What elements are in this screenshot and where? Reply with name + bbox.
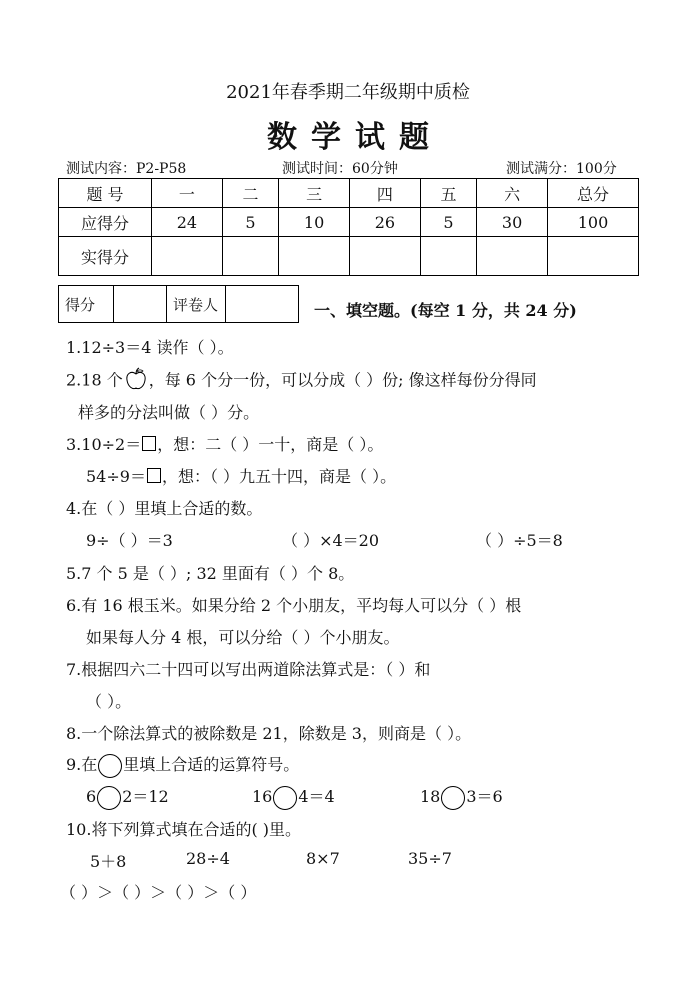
q10-expr-4: 35÷7 — [408, 849, 452, 868]
expected-score-cell: 100 — [548, 208, 639, 237]
question-7: 7.根据四六二十四可以写出两道除法算式是：（ ）和 — [66, 660, 431, 679]
question-8: 8.一个除法算式的被除数是 21，除数是 3，则商是（ ）。 — [66, 724, 472, 743]
full-score: 测试满分：100分 — [506, 161, 617, 177]
actual-score-cell[interactable] — [279, 237, 350, 276]
question-6-cont: 如果每人分 4 根，可以分给（ ）个小朋友。 — [86, 628, 400, 647]
question-3-part2 — [86, 464, 396, 487]
question-2-text-a: 2.18 个 — [66, 370, 123, 390]
question-3-text-a: 3.10÷2＝ — [66, 435, 142, 454]
q10-expr-3: 8×7 — [306, 849, 340, 868]
question-2 — [66, 367, 537, 395]
score-header-cell: 题 号 — [59, 179, 152, 208]
exam-title: 数学试题 — [267, 120, 443, 155]
question-2-text-b: ，每 6 个分一份，可以分成（ ）份; 像这样每份分得同 — [148, 370, 537, 390]
q9-item-2-left: 16 — [252, 787, 273, 806]
exam-subtitle: 2021年春季期二年级期中质检 — [226, 82, 470, 103]
question-9 — [66, 752, 299, 778]
q9-item-2-right: 4＝4 — [298, 787, 335, 806]
question-2-cont: 样多的分法叫做（ ）分。 — [78, 403, 260, 422]
question-1: 1.12÷3＝4 读作（ ）。 — [66, 338, 234, 357]
actual-score-cell[interactable] — [548, 237, 639, 276]
question-4-item-3: （ ）÷5＝8 — [476, 531, 563, 550]
q9-item-1-right: 2＝12 — [122, 787, 169, 806]
expected-score-cell: 30 — [477, 208, 548, 237]
answer-box[interactable] — [142, 436, 156, 451]
question-5: 5.7 个 5 是（ ）; 32 里面有（ ）个 8。 — [66, 564, 355, 583]
actual-score-cell[interactable] — [152, 237, 223, 276]
section-1-title: 一、填空题。(每空 1 分，共 24 分) — [314, 301, 577, 320]
q9-item-1-left: 6 — [86, 787, 97, 806]
actual-score-label: 实得分 — [59, 237, 152, 276]
expected-score-cell: 5 — [420, 208, 476, 237]
score-header-cell: 三 — [279, 179, 350, 208]
grader-box — [58, 285, 299, 323]
question-6: 6.有 16 根玉米。如果分给 2 个小朋友，平均每人可以分（ ）根 — [66, 596, 522, 615]
score-header-cell: 六 — [477, 179, 548, 208]
question-9-item-2 — [252, 784, 335, 810]
actual-score-cell[interactable] — [420, 237, 476, 276]
question-10: 10.将下列算式填在合适的( )里。 — [66, 820, 302, 839]
test-time: 测试时间：60分钟 — [282, 161, 398, 177]
operator-circle[interactable] — [273, 786, 297, 810]
question-3 — [66, 432, 383, 455]
score-header-cell: 二 — [222, 179, 278, 208]
expected-score-cell: 5 — [222, 208, 278, 237]
operator-circle[interactable] — [98, 754, 122, 778]
score-table — [58, 178, 639, 276]
content-range: 测试内容：P2-P58 — [66, 161, 187, 177]
question-3-text-c: 54÷9＝ — [86, 467, 146, 486]
apple-icon — [125, 367, 147, 395]
question-9-text-a: 9.在 — [66, 755, 98, 774]
actual-score-cell[interactable] — [477, 237, 548, 276]
question-7-cont: （ ）。 — [86, 692, 132, 711]
question-3-text-b: ，想：二（ ）一十，商是（ ）。 — [157, 435, 384, 454]
grader-score-cell[interactable] — [114, 286, 167, 323]
question-4: 4.在（ ）里填上合适的数。 — [66, 499, 263, 518]
question-9-text-b: 里填上合适的运算符号。 — [123, 755, 300, 774]
q10-expr-2: 28÷4 — [186, 849, 230, 868]
actual-score-cell[interactable] — [349, 237, 420, 276]
operator-circle[interactable] — [97, 786, 121, 810]
score-header-cell: 四 — [349, 179, 420, 208]
q10-answer-line: （ ）＞（ ）＞（ ）＞（ ） — [60, 883, 257, 902]
score-header-cell: 总分 — [548, 179, 639, 208]
score-header-cell: 五 — [420, 179, 476, 208]
question-4-item-2: （ ）×4＝20 — [282, 531, 380, 550]
score-header-cell: 一 — [152, 179, 223, 208]
operator-circle[interactable] — [441, 786, 465, 810]
expected-score-cell: 24 — [152, 208, 223, 237]
grader-reviewer-label: 评卷人 — [167, 286, 226, 323]
expected-score-cell: 26 — [349, 208, 420, 237]
expected-score-cell: 10 — [279, 208, 350, 237]
answer-box[interactable] — [147, 468, 161, 483]
q9-item-3-left: 18 — [420, 787, 441, 806]
q9-item-3-right: 3＝6 — [466, 787, 503, 806]
expected-score-cell: 应得分 — [59, 208, 152, 237]
question-9-item-3 — [420, 784, 503, 810]
question-4-item-1: 9÷（ ）＝3 — [86, 531, 173, 550]
grader-score-label: 得分 — [59, 286, 114, 323]
grader-reviewer-cell[interactable] — [226, 286, 299, 323]
question-9-item-1 — [86, 784, 169, 810]
q10-expr-1: 5＋8 — [90, 852, 127, 871]
actual-score-cell[interactable] — [222, 237, 278, 276]
question-3-text-d: ，想：（ ）九五十四，商是（ ）。 — [161, 467, 397, 486]
